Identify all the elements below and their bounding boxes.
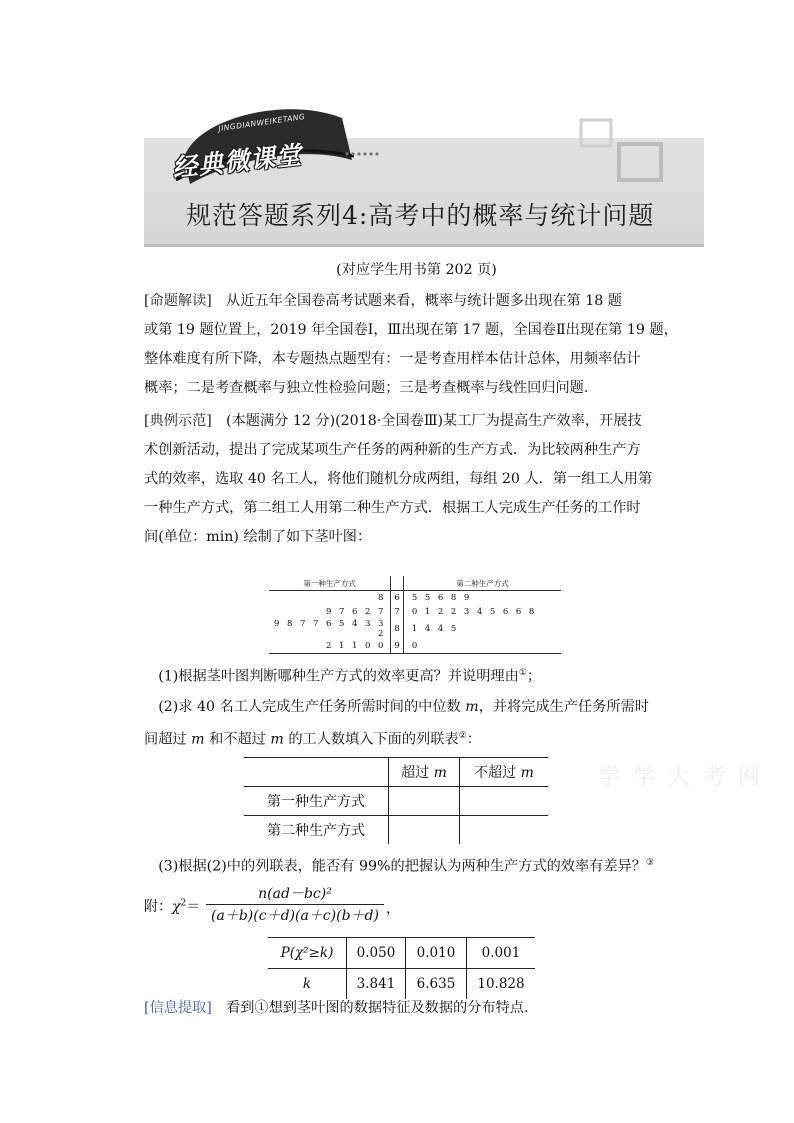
question-3 (144, 849, 689, 882)
header-banner (144, 100, 704, 248)
text-line: 从近五年全国卷高考试题来看，概率与统计题多出现在第 18 题 (226, 293, 622, 309)
question-1 (144, 659, 689, 692)
q2-mark: ② (458, 731, 467, 741)
formula-suffix: ， (386, 901, 400, 917)
leaf-right: 2 (450, 607, 457, 617)
leaf-right: 4 (437, 624, 444, 634)
formula-prefix (144, 896, 200, 916)
critical-value-table (268, 937, 535, 999)
chi-symbol: χ (172, 899, 181, 915)
leaf-left: 0 (364, 641, 371, 651)
chi-square-exp: 2 (180, 898, 187, 909)
leaf-left: 5 (338, 619, 345, 629)
leaf-left: 3 (364, 619, 371, 629)
leaf-left: 0 (377, 641, 384, 651)
stem-row (269, 605, 561, 619)
label-interpretation: [命题解读] (144, 293, 212, 309)
p-header: P(χ²≥k) (280, 945, 334, 961)
text-line: 一种生产方式，第二组工人用第二种生产方式．根据工人完成生产任务的工作时 (144, 500, 641, 516)
leaf-right: 8 (450, 593, 457, 603)
leaf-right: 5 (450, 624, 457, 634)
q2-text: 和不超过 (209, 731, 266, 748)
left-header: 第一种生产方式 (269, 576, 391, 591)
leaf-right: 2 (437, 607, 444, 617)
leaf-left: 8 (377, 593, 384, 603)
stem-row (269, 619, 561, 639)
logo-subtitle: JINGDIANWEIKETANG (217, 111, 306, 134)
leaf-left: 2 (377, 629, 384, 639)
leaf-left: 8 (286, 619, 293, 629)
leaf-right: 9 (463, 593, 470, 603)
q3-mark: ③ (645, 858, 654, 868)
contingency-table (244, 757, 548, 844)
leaf-right: 6 (502, 607, 509, 617)
q2-text: (2)求 40 名工人完成生产任务所需时间的中位数 (158, 699, 461, 715)
equals: ＝ (186, 899, 201, 915)
leaf-right: 6 (437, 593, 444, 603)
text-line: 或第 19 题位置上，2019 年全国卷Ⅰ，Ⅲ出现在第 17 题，全国卷Ⅱ出现在第 19 题， (144, 322, 678, 338)
var-m: m (520, 765, 534, 781)
stem-value: 6 (391, 591, 404, 606)
leaf-right: 4 (424, 624, 431, 634)
col-exceed (389, 758, 460, 787)
watermark: 学 学 大 考 网 (598, 765, 763, 790)
dots-decoration-icon (344, 150, 384, 158)
leaf-left: 2 (364, 607, 371, 617)
leaf-left: 4 (351, 619, 358, 629)
leaf-left: 9 (325, 607, 332, 617)
leaf-left: 9 (273, 619, 280, 629)
question-2 (144, 693, 689, 755)
q2-text: 的工人数填入下面的列联表 (288, 731, 459, 748)
leaf-right: 1 (424, 607, 431, 617)
k-value: 6.635 (406, 969, 467, 1000)
formula-prefix-text: 附： (144, 899, 172, 915)
row-method-1: 第一种生产方式 (244, 787, 389, 816)
stem-value: 9 (391, 639, 404, 654)
q3-text: (3)根据(2)中的列联表，能否有 99%的把握认为两种生产方式的效率有差异？ (158, 858, 646, 875)
leaf-left: 7 (299, 619, 306, 629)
text-line: 式的效率，选取 40 名工人，将他们随机分成两组，每组 20 人．第一组工人用第 (144, 471, 653, 487)
example-statement (144, 407, 689, 552)
text-line: 概率；二是考查概率与独立性检验问题；三是考查概率与线性回归问题. (144, 380, 589, 396)
q2-text: 间超过 (144, 731, 187, 748)
text-line: (本题满分 12 分)(2018·全国卷Ⅲ)某工厂为提高生产效率，开展技 (226, 413, 642, 429)
right-header: 第二种生产方式 (404, 576, 561, 591)
leaf-left: 3 (377, 619, 384, 629)
label-info: [信息提取] (144, 1000, 212, 1016)
stem-row (269, 639, 561, 654)
formula-denominator: (a＋b)(c＋d)(a＋c)(b＋d) (211, 908, 379, 924)
var-m: m (465, 699, 479, 715)
text-line: 术创新活动，提出了完成某项生产任务的两种新的生产方式．为比较两种生产方 (144, 442, 641, 458)
col-not-exceed-label: 不超过 (474, 765, 517, 781)
info-extraction (144, 994, 689, 1023)
leaf-right: 5 (411, 593, 418, 603)
page-title: 规范答题系列4:高考中的概率与统计问题 (186, 201, 655, 230)
q2-text: ，并将完成生产任务所需时 (478, 699, 649, 715)
leaf-right: 3 (463, 607, 470, 617)
var-m: m (191, 731, 205, 748)
p-value: 0.010 (406, 938, 467, 969)
text-line: 整体难度有所下降，本专题热点题型有：一是考查用样本估计总体，用频率估计 (144, 351, 641, 367)
col-not-exceed (460, 758, 549, 787)
leaf-left: 7 (377, 607, 384, 617)
label-example: [典例示范] (144, 413, 212, 429)
leaf-left: 7 (338, 607, 345, 617)
leaf-right: 1 (411, 624, 418, 634)
leaf-right: 4 (476, 607, 483, 617)
stem-value: 8 (391, 619, 404, 639)
leaf-left: 2 (325, 641, 332, 651)
p-value: 0.050 (347, 938, 406, 969)
leaf-left: 1 (351, 641, 358, 651)
var-m: m (433, 765, 447, 781)
leaf-right: 0 (411, 607, 418, 617)
square-decoration-icon (569, 114, 679, 184)
proposition-interpretation (144, 287, 689, 403)
leaf-right: 6 (515, 607, 522, 617)
var-m: m (270, 731, 284, 748)
stem-row (269, 591, 561, 606)
logo-text: 经典微课堂 (170, 140, 304, 183)
col-exceed-label: 超过 (401, 765, 430, 781)
text-line: 间(单位：min) 绘制了如下茎叶图： (144, 529, 372, 545)
leaf-left: 6 (351, 607, 358, 617)
q1-text: (1)根据茎叶图判断哪种生产方式的效率更高？并说明理由 (158, 668, 519, 685)
q1-mark: ① (518, 668, 527, 678)
leaf-right: 8 (528, 607, 535, 617)
k-header: k (302, 976, 312, 992)
info-text: 看到①想到茎叶图的数据特征及数据的分布特点. (226, 1000, 529, 1016)
chi-square-formula (144, 884, 544, 930)
row-method-2: 第二种生产方式 (267, 823, 365, 839)
leaf-left: 6 (325, 619, 332, 629)
reference-note: (对应学生用书第 202 页) (336, 262, 497, 278)
leaf-left: 1 (338, 641, 345, 651)
p-value: 0.001 (467, 938, 536, 969)
q2-end: ： (466, 731, 481, 748)
leaf-right: 0 (411, 641, 418, 651)
k-value: 3.841 (347, 969, 406, 1000)
q1-end: ； (526, 668, 542, 685)
k-value: 10.828 (467, 969, 536, 1000)
leaf-left: 7 (312, 619, 319, 629)
leaf-right: 5 (489, 607, 496, 617)
leaf-right: 5 (424, 593, 431, 603)
stem-leaf-plot (269, 576, 561, 654)
formula-numerator: n(ad－bc)² (258, 886, 332, 902)
formula-fraction (206, 884, 384, 927)
stem-value: 7 (391, 605, 404, 619)
